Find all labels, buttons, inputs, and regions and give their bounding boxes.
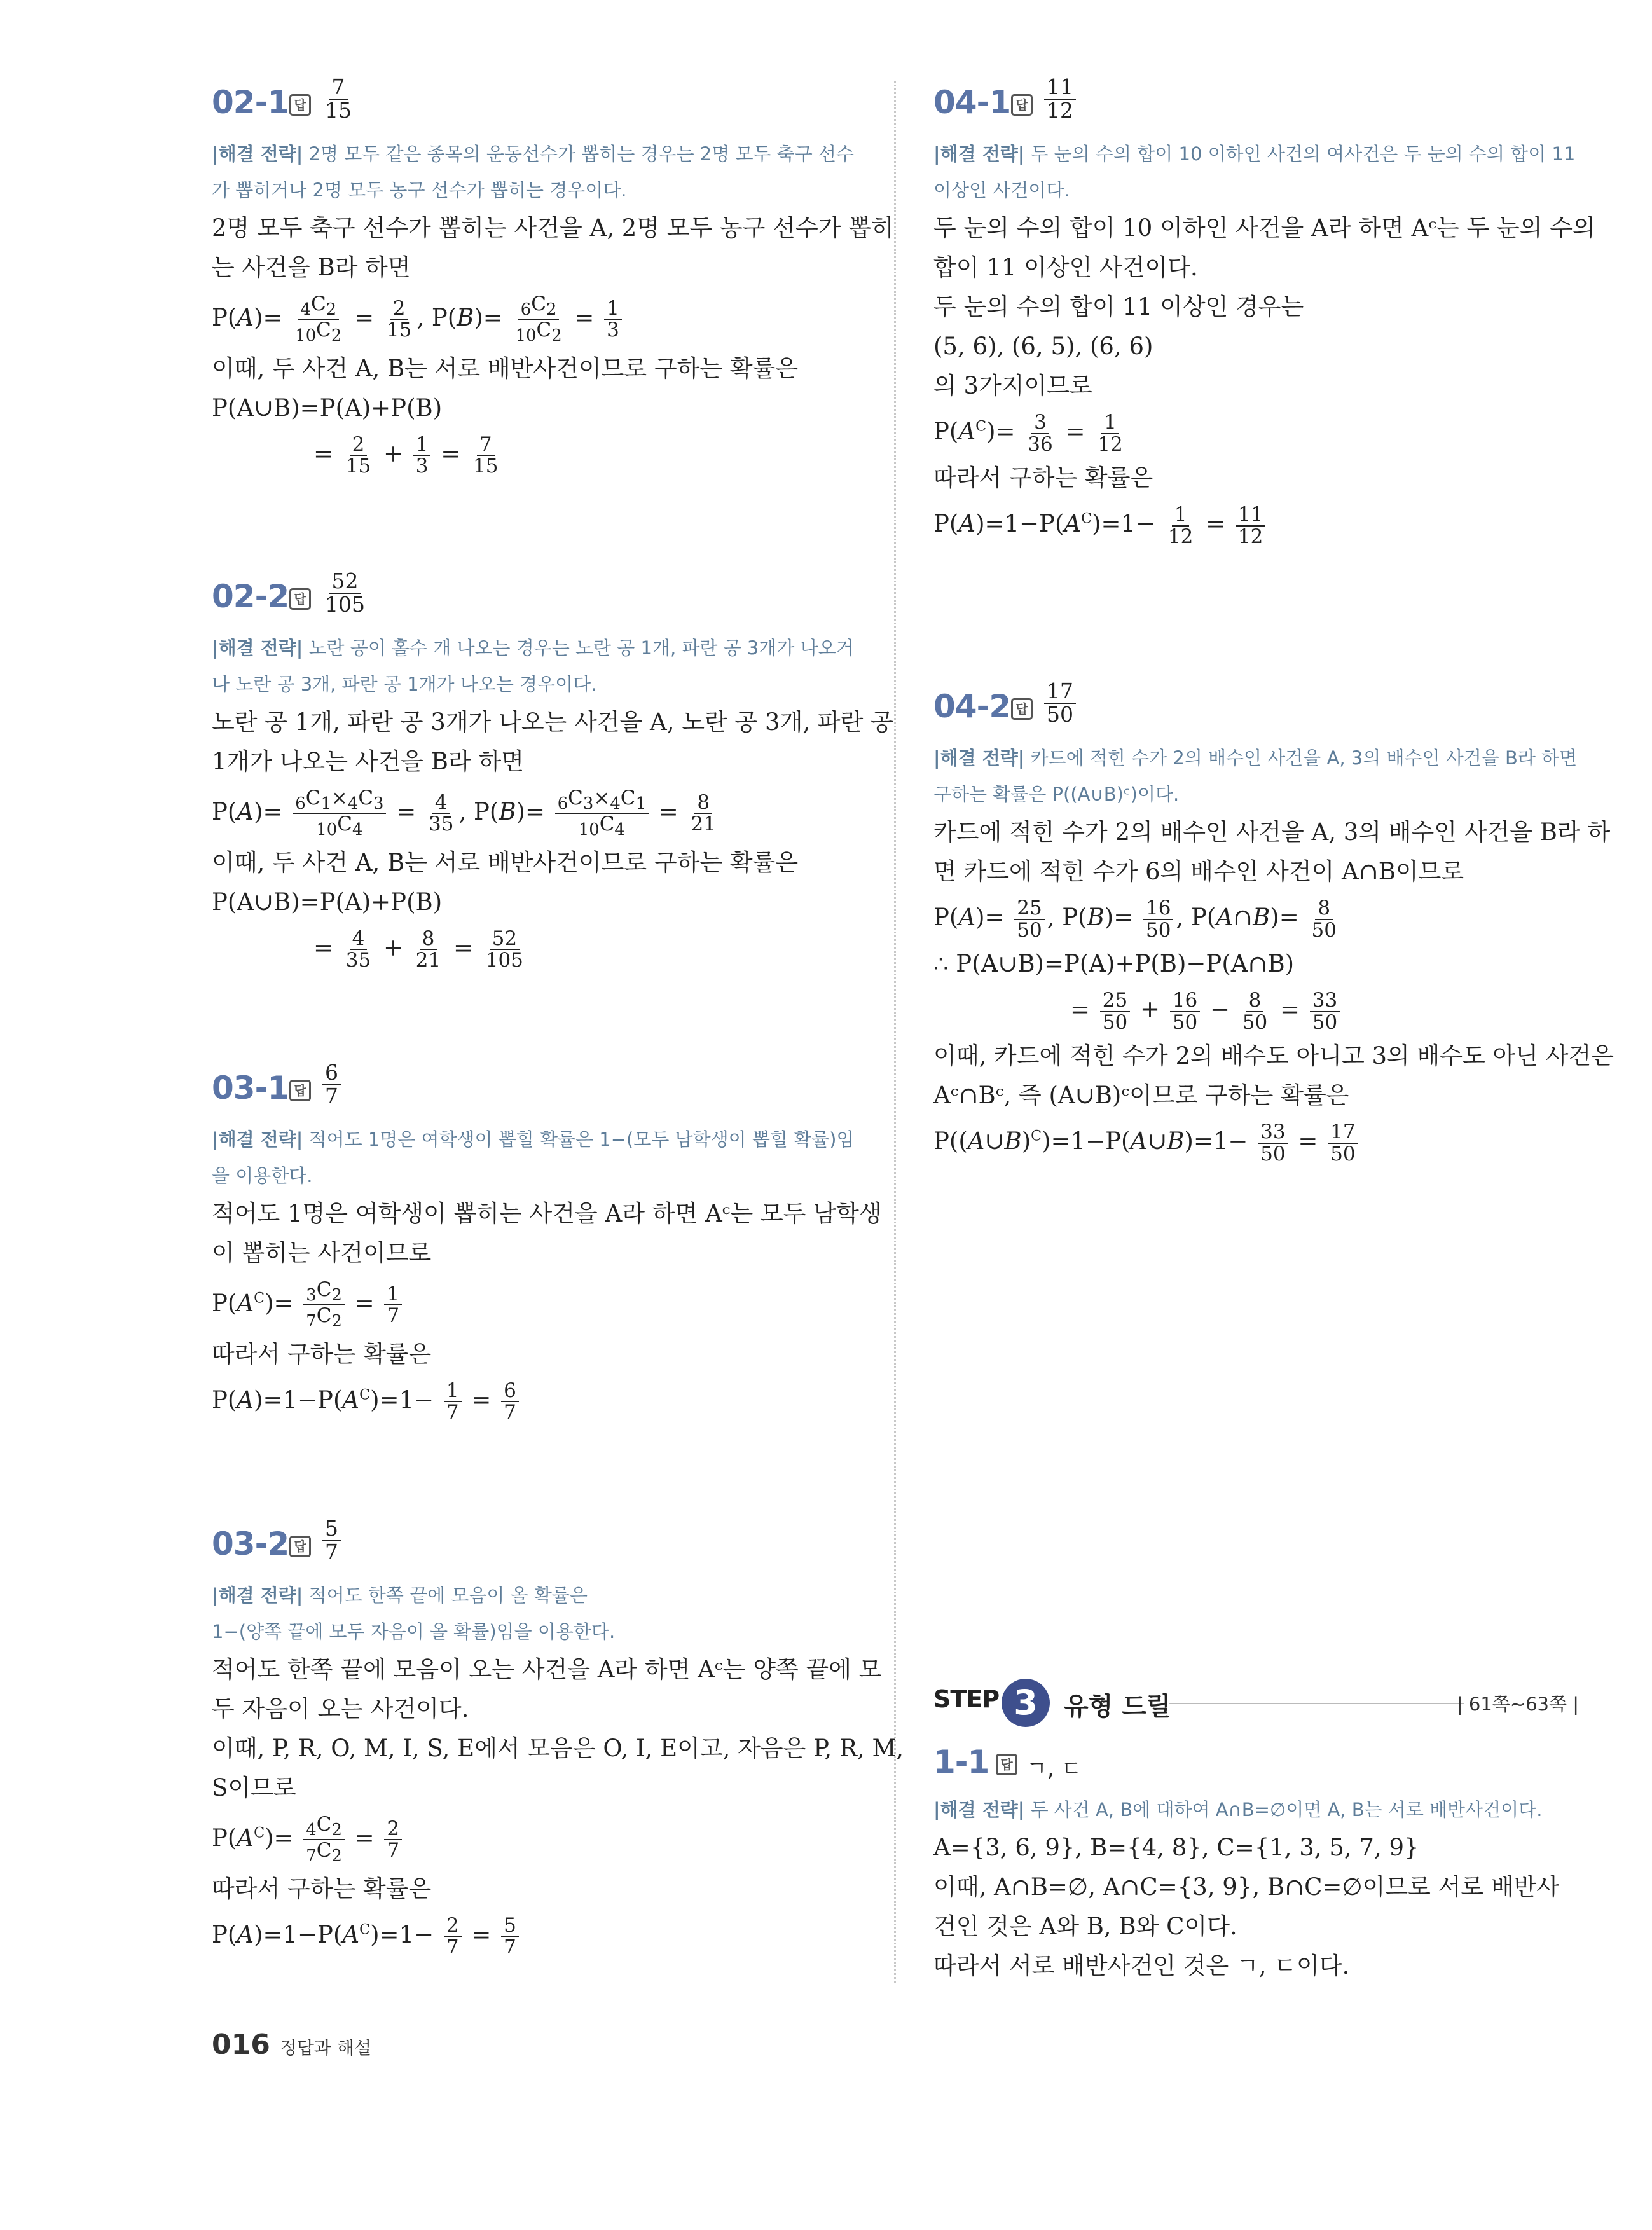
text-line: 적어도 한쪽 끝에 모음이 오는 사건을 A라 하면 Aᶜ는 양쪽 끝에 모 <box>212 1656 882 1683</box>
page-number: 016 <box>212 2028 270 2061</box>
step-3-header <box>933 1679 1579 1723</box>
text-line: 따라서 구하는 확률은 <box>212 1875 432 1903</box>
problem-03-1 <box>212 1060 882 1427</box>
equation: = $\frac{4}{35}$ + $\frac{8}{21}$ = $\frac{52}{105}$ <box>313 926 523 972</box>
column-divider <box>894 81 896 1983</box>
text-line: 건인 것은 A와 B, B와 C이다. <box>933 1913 1237 1940</box>
text-line: 두 눈의 수의 합이 10 이하인 사건을 A라 하면 Aᶜ는 두 눈의 수의 <box>933 214 1595 242</box>
footer-title: 정답과 해설 <box>279 2037 372 2058</box>
text-line: 적어도 1명은 여학생이 뽑히는 사건을 A라 하면 Aᶜ는 모두 남학생 <box>212 1200 882 1227</box>
answer-icon: 답 <box>289 1536 311 1557</box>
equation: P(A∪B)=P(A)+P(B) <box>212 394 443 422</box>
text-line: 따라서 서로 배반사건인 것은 ㄱ, ㄷ이다. <box>933 1952 1350 1979</box>
text-line: 노란 공 1개, 파란 공 3개가 나오는 사건을 A, 노란 공 3개, 파란 공 <box>212 708 893 736</box>
problem-number: 02-1 <box>212 84 289 121</box>
problem-number: 1-1 <box>933 1744 989 1780</box>
answer-fraction: $\frac{52}{105}$ <box>325 568 365 617</box>
answer-icon: 답 <box>289 1080 311 1101</box>
strategy: |해결 전략| 두 사건 A, B에 대하여 A∩B=∅이면 A, B는 서로 배반사건이다. <box>933 1799 1543 1820</box>
answer-icon: 답 <box>289 588 311 610</box>
problem-1-1 <box>933 1735 1579 1986</box>
text-line: S이므로 <box>212 1774 296 1801</box>
equation: = $\frac{25}{50}$ + $\frac{16}{50}$ − $\frac{8}{50}$ = $\frac{33}{50}$ <box>933 984 1579 1036</box>
problem-header <box>933 1735 1579 1788</box>
equation: P(A∪B)=P(A)+P(B) <box>212 888 443 916</box>
answer-text: ㄱ, ㄷ <box>1026 1756 1082 1782</box>
problem-04-1 <box>933 74 1595 551</box>
text-line: 1개가 나오는 사건을 B라 하면 <box>212 748 524 775</box>
strategy: |해결 전략| 두 눈의 수의 합이 10 이하인 사건의 여사건은 두 눈의 수의 합이 11 이상인 사건이다. <box>933 143 1576 201</box>
equation: P(A)= $\frac{25}{50}$ , P(B)= $\frac{16}{50}$ , P(A∩B)= $\frac{8}{50}$ <box>933 897 1337 942</box>
problem-number: 02-2 <box>212 578 289 615</box>
problem-header <box>933 75 1579 132</box>
step-title: 유형 드릴 <box>1064 1692 1171 1721</box>
equation: P((A∪B)$^C$)=1−P(A∪B)=1− $\frac{33}{50}$ = $\frac{17}{50}$ <box>933 1115 1579 1168</box>
text-line: 이때, A∩B=∅, A∩C={3, 9}, B∩C=∅이므로 서로 배반사 <box>933 1873 1560 1901</box>
problem-04-2 <box>933 678 1614 1168</box>
text-line: 카드에 적힌 수가 2의 배수인 사건을 A, 3의 배수인 사건을 B라 하 <box>933 818 1611 846</box>
answer-icon: 답 <box>1011 94 1033 116</box>
text-line: 면 카드에 적힌 수가 6의 배수인 사건이 A∩B이므로 <box>933 858 1464 885</box>
step-label: STEP <box>933 1685 1000 1713</box>
text-line: 이 뽑히는 사건이므로 <box>212 1239 432 1267</box>
answer-fraction: $\frac{6}{7}$ <box>322 1062 341 1107</box>
strategy: |해결 전략| 적어도 한쪽 끝에 모음이 올 확률은 1−(양쪽 끝에 모두 자음이 올 확률)임을 이용한다. <box>212 1585 616 1642</box>
text-line: 합이 11 이상인 사건이다. <box>933 254 1198 281</box>
strategy: |해결 전략| 노란 공이 홀수 개 나오는 경우는 노란 공 1개, 파란 공 3개가 나오거나 노란 공 3개, 파란 공 1개가 나오는 경우이다. <box>212 637 854 695</box>
text-line: 이때, 카드에 적힌 수가 2의 배수도 아니고 3의 배수도 아닌 사건은 <box>933 1042 1614 1070</box>
answer-fraction: $\frac{11}{12}$ <box>1044 76 1076 121</box>
step-number-badge: 3 <box>1002 1679 1050 1727</box>
text-line: Aᶜ∩Bᶜ, 즉 (A∪B)ᶜ이므로 구하는 확률은 <box>933 1082 1349 1110</box>
text-line: 두 자음이 오는 사건이다. <box>212 1695 469 1723</box>
step-pages: | 61쪽~63쪽 | <box>1456 1693 1579 1715</box>
text-line: 두 눈의 수의 합이 11 이상인 경우는 <box>933 293 1304 320</box>
problem-header <box>212 1517 860 1574</box>
step-rule <box>1169 1703 1464 1704</box>
text-line: 의 3가지이므로 <box>933 372 1092 399</box>
problem-number: 03-2 <box>212 1525 289 1562</box>
answer-icon: 답 <box>289 94 311 116</box>
problem-header <box>212 75 860 132</box>
equation: $P(A)=1-P(A^C)=1-$ $\frac{1}{12}$ = $\frac{11}{12}$ <box>933 498 1579 551</box>
answer-icon: 답 <box>1011 698 1033 720</box>
answer-fraction: $\frac{17}{50}$ <box>1044 680 1076 726</box>
strategy: |해결 전략| 카드에 적힌 수가 2의 배수인 사건을 A, 3의 배수인 사건을 B라 하면 구하는 확률은 P((A∪B)ᶜ)이다. <box>933 747 1578 805</box>
problem-header <box>933 679 1579 736</box>
text-line: 이때, 두 사건 A, B는 서로 배반사건이므로 구하는 확률은 <box>212 354 799 382</box>
equation: A={3, 6, 9}, B={4, 8}, C={1, 3, 5, 7, 9} <box>933 1834 1419 1861</box>
problem-03-2 <box>212 1516 904 1962</box>
text-line: 이때, P, R, O, M, I, S, E에서 모음은 O, I, E이고, 자음은 P, R, M, <box>212 1735 904 1762</box>
answer-fraction: $\frac{5}{7}$ <box>322 1518 341 1563</box>
text-line: 이때, 두 사건 A, B는 서로 배반사건이므로 구하는 확률은 <box>212 848 799 876</box>
equation: = $\frac{2}{15}$ + $\frac{1}{3}$ = $\frac{7}{15}$ <box>313 432 499 478</box>
equation: $P(A^C)=$ $\frac{_3C_2}{_7C_2}$ = $\frac{1}{7}$ <box>212 1273 860 1335</box>
problem-02-2 <box>212 568 893 975</box>
answer-fraction: $\frac{7}{15}$ <box>325 74 352 123</box>
text-line: 따라서 구하는 확률은 <box>212 1340 432 1368</box>
problem-header <box>212 1061 860 1118</box>
problem-02-1 <box>212 74 894 481</box>
equation: $P(A^C)=$ $\frac{_4C_2}{_7C_2}$ = $\frac{2}{7}$ <box>212 1808 860 1869</box>
equation: $P(A)=1-P(A^C)=1-$ $\frac{1}{7}$ = $\frac{6}{7}$ <box>212 1374 860 1427</box>
equation: P(A)= $\frac{_6C_1\times_4C_3}{_{10}C_4}$ = $\frac{4}{35}$ , P(B)= $\frac{_6C_3\times_4C_1}{_{10}C_4}$ = $\frac{8}{21}$ <box>212 787 716 840</box>
equation: P(A)= $\frac{_4C_2}{_{10}C_2}$ = $\frac{2}{15}$ , P(B)= $\frac{_6C_2}{_{10}C_2}$ = $\frac{1}{3}$ <box>212 287 860 349</box>
text-line: (5, 6), (6, 5), (6, 6) <box>933 333 1153 360</box>
equation: $P(A)=1-P(A^C)=1-$ $\frac{2}{7}$ = $\frac{5}{7}$ <box>212 1909 860 1962</box>
strategy: |해결 전략| 적어도 1명은 여학생이 뽑힐 확률은 1−(모두 남학생이 뽑힐 확률)임을 이용한다. <box>212 1129 855 1187</box>
equation: $P(A^C)=$ $\frac{3}{36}$ = $\frac{1}{12}$ <box>933 411 1123 456</box>
page-footer <box>212 2028 371 2061</box>
answer-icon: 답 <box>996 1754 1017 1775</box>
problem-number: 04-1 <box>933 84 1011 121</box>
text-line: 2명 모두 축구 선수가 뽑히는 사건을 A, 2명 모두 농구 선수가 뽑히 <box>212 214 894 242</box>
problem-number: 04-2 <box>933 688 1011 725</box>
problem-header <box>212 569 860 626</box>
text-line: 는 사건을 B라 하면 <box>212 254 411 281</box>
strategy: |해결 전략| 2명 모두 같은 종목의 운동선수가 뽑히는 경우는 2명 모두 축구 선수가 뽑히거나 2명 모두 농구 선수가 뽑히는 경우이다. <box>212 143 855 201</box>
text-line: 따라서 구하는 확률은 <box>933 464 1153 492</box>
equation: ∴ P(A∪B)=P(A)+P(B)−P(A∩B) <box>933 950 1295 978</box>
problem-number: 03-1 <box>212 1070 289 1106</box>
